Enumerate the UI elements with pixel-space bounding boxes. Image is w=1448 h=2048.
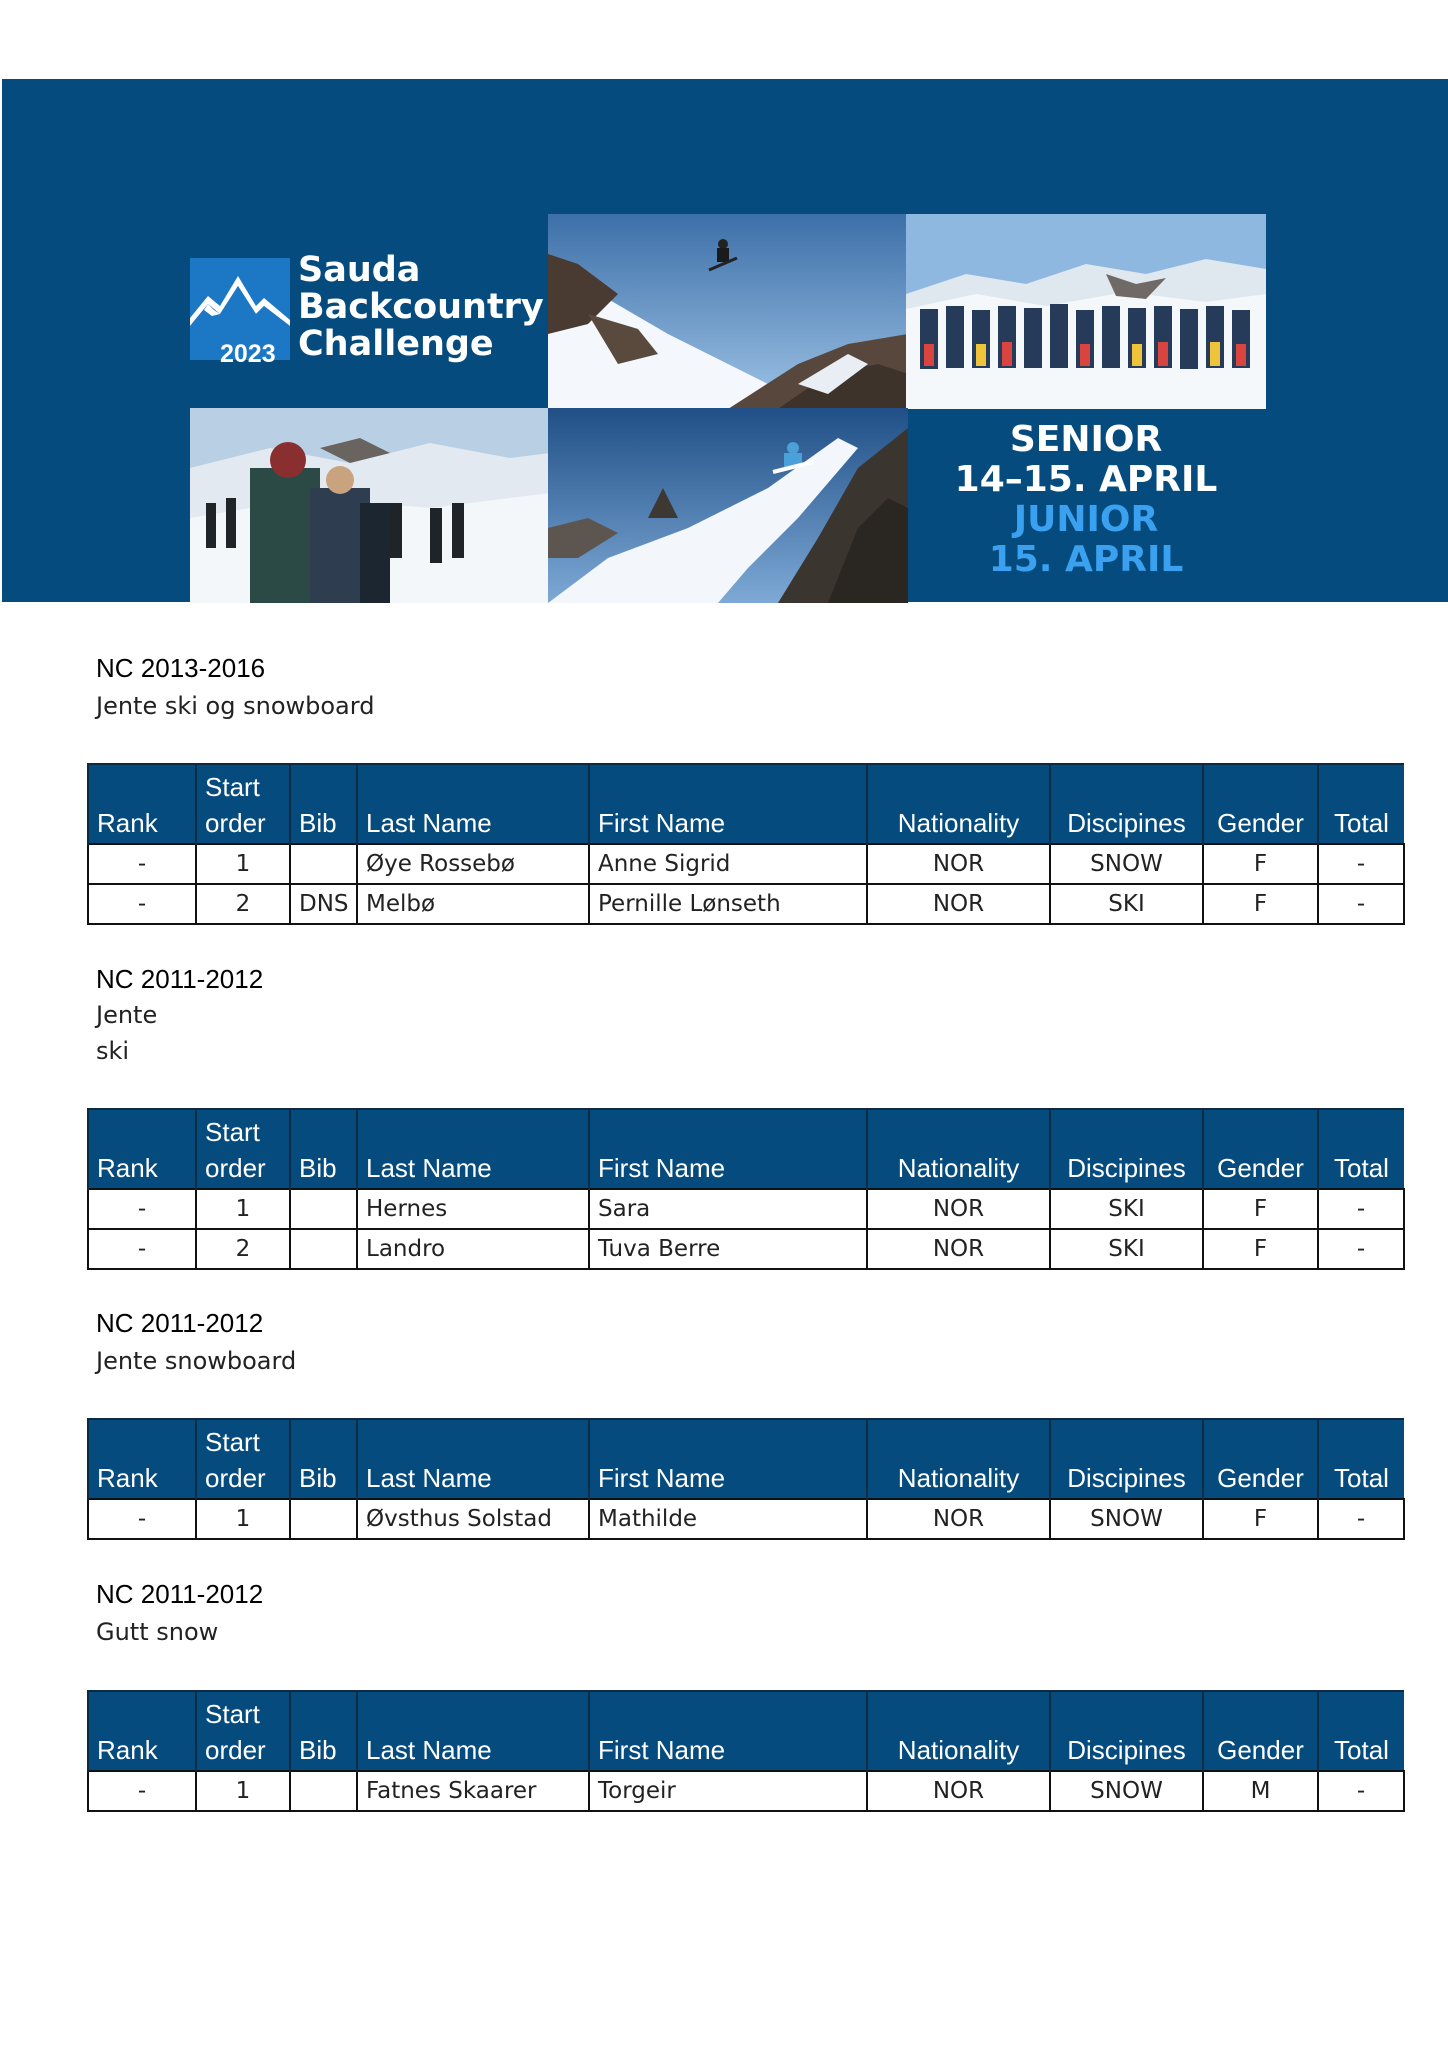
cell-nationality: NOR — [867, 1771, 1050, 1811]
col-rank: Rank — [88, 1109, 196, 1189]
col-last-name: Last Name — [357, 1691, 589, 1771]
cell-nationality: NOR — [867, 884, 1050, 924]
col-first-name: First Name — [589, 1109, 867, 1189]
ski-jump-photo — [548, 214, 908, 409]
logo-line-2: Backcountry — [298, 287, 544, 327]
col-disciplines: Discipines — [1050, 1691, 1203, 1771]
cell-last-name: Øye Rossebø — [357, 844, 589, 884]
cell-gender: F — [1203, 844, 1318, 884]
section-subtitle: Jente ski og snowboard — [96, 692, 375, 720]
section-title: NC 2011-2012 — [96, 1579, 264, 1609]
junior-dates: 15. APRIL — [988, 539, 1184, 580]
results-table — [87, 763, 1405, 925]
col-total: Total — [1318, 1419, 1404, 1499]
col-nationality: Nationality — [867, 1109, 1050, 1189]
cell-bib: DNS — [290, 884, 357, 924]
cell-nationality: NOR — [867, 1229, 1050, 1269]
col-first-name: First Name — [589, 1691, 867, 1771]
table-header-row — [88, 764, 1404, 844]
results-table — [87, 1690, 1405, 1812]
col-start-order: Start order — [196, 1691, 290, 1771]
section-title: NC 2011-2012 — [96, 1308, 264, 1338]
section-subtitle: Jente snowboard — [96, 1347, 297, 1375]
cell-start-order: 2 — [196, 1229, 290, 1269]
table-row — [88, 844, 1404, 884]
cell-bib — [290, 844, 357, 884]
hikers-photo — [190, 408, 550, 603]
cell-start-order: 1 — [196, 1499, 290, 1539]
table-row — [88, 1229, 1404, 1269]
cell-last-name: Fatnes Skaarer — [357, 1771, 589, 1811]
cell-total: - — [1318, 884, 1404, 924]
cell-bib — [290, 1229, 357, 1269]
col-rank: Rank — [88, 1419, 196, 1499]
senior-dates: 14–15. APRIL — [954, 459, 1218, 500]
cell-total: - — [1318, 1189, 1404, 1229]
cell-gender: F — [1203, 1229, 1318, 1269]
cell-last-name: Landro — [357, 1229, 589, 1269]
table-row — [88, 884, 1404, 924]
table-header-row — [88, 1109, 1404, 1189]
cell-total: - — [1318, 1229, 1404, 1269]
cell-discipline: SNOW — [1050, 1771, 1203, 1811]
col-gender: Gender — [1203, 764, 1318, 844]
table-header-row — [88, 1419, 1404, 1499]
cell-nationality: NOR — [867, 1189, 1050, 1229]
table-row — [88, 1499, 1404, 1539]
results-table — [87, 1108, 1405, 1270]
col-start-order: Start order — [196, 1419, 290, 1499]
cell-bib — [290, 1771, 357, 1811]
cell-last-name: Melbø — [357, 884, 589, 924]
cell-rank: - — [88, 1499, 196, 1539]
col-rank: Rank — [88, 764, 196, 844]
col-last-name: Last Name — [357, 1109, 589, 1189]
col-rank: Rank — [88, 1691, 196, 1771]
cell-bib — [290, 1499, 357, 1539]
col-bib: Bib — [290, 1109, 357, 1189]
col-gender: Gender — [1203, 1109, 1318, 1189]
col-start-order: Start order — [196, 1109, 290, 1189]
cell-total: - — [1318, 844, 1404, 884]
cell-first-name: Mathilde — [589, 1499, 867, 1539]
cell-first-name: Tuva Berre — [589, 1229, 867, 1269]
col-disciplines: Discipines — [1050, 1109, 1203, 1189]
cell-discipline: SKI — [1050, 1189, 1203, 1229]
table-row — [88, 1771, 1404, 1811]
cell-nationality: NOR — [867, 1499, 1050, 1539]
cell-gender: M — [1203, 1771, 1318, 1811]
cell-gender: F — [1203, 884, 1318, 924]
cell-rank: - — [88, 884, 196, 924]
cell-total: - — [1318, 1771, 1404, 1811]
cell-first-name: Anne Sigrid — [589, 844, 867, 884]
col-bib: Bib — [290, 1419, 357, 1499]
junior-label: JUNIOR — [1013, 499, 1159, 540]
col-first-name: First Name — [589, 1419, 867, 1499]
table-row — [88, 1189, 1404, 1229]
event-dates — [906, 420, 1266, 580]
col-last-name: Last Name — [357, 1419, 589, 1499]
cell-first-name: Pernille Lønseth — [589, 884, 867, 924]
cell-discipline: SKI — [1050, 1229, 1203, 1269]
group-photo — [906, 214, 1266, 409]
cell-first-name: Torgeir — [589, 1771, 867, 1811]
cell-discipline: SNOW — [1050, 844, 1203, 884]
cell-discipline: SKI — [1050, 884, 1203, 924]
col-start-order: Start order — [196, 764, 290, 844]
logo-line-3: Challenge — [298, 324, 494, 364]
cell-last-name: Hernes — [357, 1189, 589, 1229]
cell-gender: F — [1203, 1189, 1318, 1229]
col-nationality: Nationality — [867, 1419, 1050, 1499]
logo-line-1: Sauda — [298, 250, 421, 290]
col-gender: Gender — [1203, 1691, 1318, 1771]
results-table — [87, 1418, 1405, 1540]
cell-rank: - — [88, 1771, 196, 1811]
cell-rank: - — [88, 1229, 196, 1269]
cell-discipline: SNOW — [1050, 1499, 1203, 1539]
cell-rank: - — [88, 1189, 196, 1229]
snowboard-photo — [548, 408, 908, 603]
section-subtitle: Jente ski — [96, 1001, 158, 1065]
col-total: Total — [1318, 764, 1404, 844]
cell-last-name: Øvsthus Solstad — [357, 1499, 589, 1539]
col-nationality: Nationality — [867, 764, 1050, 844]
section-subtitle: Gutt snow — [96, 1618, 219, 1646]
cell-start-order: 1 — [196, 844, 290, 884]
col-gender: Gender — [1203, 1419, 1318, 1499]
cell-first-name: Sara — [589, 1189, 867, 1229]
cell-nationality: NOR — [867, 844, 1050, 884]
col-last-name: Last Name — [357, 764, 589, 844]
col-total: Total — [1318, 1691, 1404, 1771]
cell-start-order: 2 — [196, 884, 290, 924]
col-nationality: Nationality — [867, 1691, 1050, 1771]
event-logo — [190, 180, 545, 410]
section-title: NC 2011-2012 — [96, 964, 264, 994]
cell-start-order: 1 — [196, 1771, 290, 1811]
cell-rank: - — [88, 844, 196, 884]
section-title: NC 2013-2016 — [96, 653, 266, 683]
senior-label: SENIOR — [1009, 419, 1163, 460]
logo-text — [298, 252, 544, 363]
col-bib: Bib — [290, 764, 357, 844]
cell-bib — [290, 1189, 357, 1229]
cell-gender: F — [1203, 1499, 1318, 1539]
col-disciplines: Discipines — [1050, 1419, 1203, 1499]
cell-start-order: 1 — [196, 1189, 290, 1229]
table-header-row — [88, 1691, 1404, 1771]
col-disciplines: Discipines — [1050, 764, 1203, 844]
col-first-name: First Name — [589, 764, 867, 844]
cell-total: - — [1318, 1499, 1404, 1539]
col-total: Total — [1318, 1109, 1404, 1189]
logo-year: 2023 — [220, 340, 276, 368]
col-bib: Bib — [290, 1691, 357, 1771]
